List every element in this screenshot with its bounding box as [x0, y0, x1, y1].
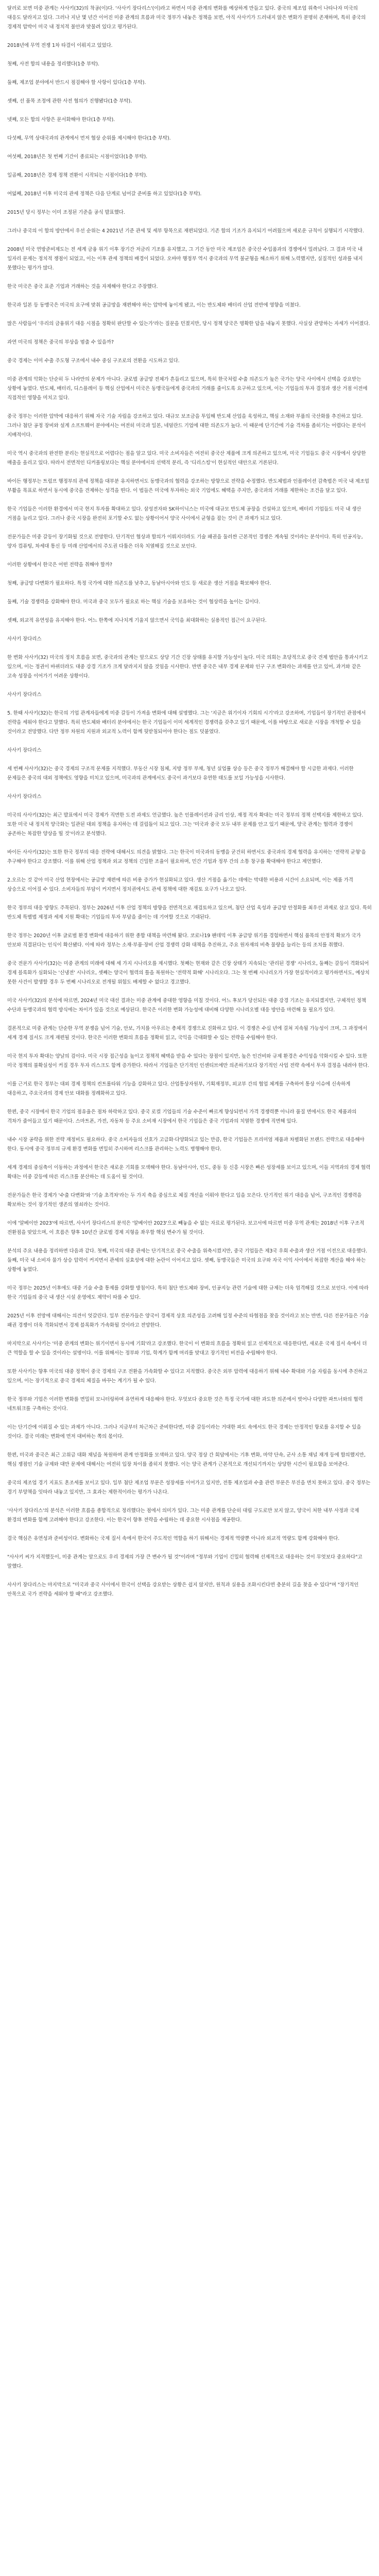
- article-paragraph: 미국 정부는 2025년 이후에도 대중 기술 수출 통제를 강화할 방침이다. 특히 첨단 반도체와 장비, 인공지능 관련 기술에 대한 규제는 더욱 엄격해질 것으로 보인다. 이에 따라 한국 기업들의 중국 내 생산 시설 운영에도 제약이 따를 수 있다.: [7, 1285, 369, 1300]
- article-paragraph: 한국 정부의 대응 방향도 주목된다. 정부는 2026년 이후 산업 정책의 방향을 전면적으로 재검토하고 있으며, 첨단 산업 육성과 공급망 안정화를 최우선 과제로 삼고 있다. 특히 반도체 특별법 제정과 세제 지원 확대는 기업들의 투자 부담을 줄이는 데 기여할 것으로 기대된다.: [7, 905, 372, 920]
- article-paragraph: 2018년에 무역 전쟁 1차 타결이 이뤄지고 있었다.: [7, 43, 113, 48]
- article-paragraph: 내수 시장 공략을 위한 전략 재정비도 필요하다. 중국 소비자들의 선호가 고급화·다양화되고 있는 만큼, 한국 기업들은 프리미엄 제품과 차별화된 브랜드 전략으로 대응해야 한다. 동시에 중국 정부의 규제 환경 변화를 면밀히 주시하며 리스크를 관리하는 노력도 병행해야 한다.: [7, 1137, 365, 1152]
- article-paragraph: 사사키 장다리스는 마지막으로 "미국과 중국 사이에서 한국이 선택을 강요받는 상황은 쉽지 않지만, 원칙과 실용을 조화시킨다면 충분히 길을 찾을 수 있다"며 "장기적인 안목으로 국가 전략을 세워야 할 때"라고 강조했다.: [7, 1582, 359, 1597]
- article-paragraph: 한국 미국은 중국 표준 기업과 거래하는 것을 자제해야 한다고 주장했다.: [7, 284, 158, 290]
- article-paragraph: 전문가들은 한국 경제가 '수출 다변화'와 '기술 초격차'라는 두 가지 축을 중심으로 체질 개선을 이뤄야 한다고 입을 모은다. 단기적인 위기 대응을 넘어, 구조적인 경쟁력을 확보하는 것이 장기적인 생존의 열쇠라는 것이다.: [7, 1193, 362, 1208]
- article-paragraph: 결국 핵심은 유연성과 준비성이다. 변화하는 국제 질서 속에서 한국이 주도적인 역할을 하기 위해서는 경제적 역량뿐 아니라 외교적 역량도 함께 강화해야 한다.: [7, 1536, 340, 1541]
- article-paragraph: 미국 사사키(32)의 분석에 따르면, 2024년 미국 대선 결과는 미중 관계에 중대한 영향을 미칠 것이다. 어느 후보가 당선되든 대중 강경 기조는 유지되겠지만, 구체적인 정책 수단과 동맹국과의 협력 방식에는 차이가 있을 것으로 예상된다. 한국은 이러한 변화 가능성에 대비해 다양한 시나리오별 대응 방안을 마련해 둘 필요가 있다.: [7, 998, 366, 1013]
- article-paragraph: 2.오르는 것 같아 미국 산업 현장에서는 공급망 재편에 따른 비용 증가가 현실화되고 있다. 생산 거점을 옮기는 데에는 막대한 비용과 시간이 소요되며, 이는 제품 가격 상승으로 이어질 수 있다. 소비자들의 부담이 커지면서 정치권에서도 관세 정책에 대한 재검토 요구가 나오고 있다.: [7, 877, 353, 892]
- article-paragraph: 2008년 미국 연방준비제도는 전 세계 금융 위기 이후 장기간 저금리 기조를 유지했고, 그 기간 동안 미국 제조업은 중국산 수입품과의 경쟁에서 밀려났다. 그 결과 미국 내 일자리 문제는 정치적 쟁점이 되었고, 이는 이후 관세 정책의 배경이 되었다. 오바마 행정부 역시 중국과의 무역 불균형을 해소하기 위해 노력했지만, 실질적인 성과를 내지 못했다는 평가가 많다.: [7, 247, 363, 271]
- article-paragraph: 많은 사람들이 '우리의 금융위기 대응 시점을 정확히 판단할 수 있는가'라는 질문을 던졌지만, 당시 정책 당국은 명확한 답을 내놓지 못했다. 사실상 관망하는 자세가 이어졌다.: [7, 321, 370, 327]
- article-paragraph: 이는 단기간에 이뤄질 수 있는 과제가 아니다. 그러나 지금부터 차근차근 준비한다면, 미중 갈등이라는 거대한 파도 속에서도 한국 경제는 안정적인 항로를 유지할 수 있을 것이다. 결국 미래는 변화에 먼저 대비하는 쪽의 몫이다.: [7, 1425, 361, 1439]
- article-paragraph: 사사키 장다리스: [7, 794, 42, 800]
- article-paragraph: "사사키 씨가 지적했듯이, 미중 관계는 앞으로도 우리 경제의 가장 큰 변수가 될 것"이라며 "정부와 기업이 긴밀히 협력해 선제적으로 대응하는 것이 무엇보다 중요하다"고 말했다.: [7, 1554, 363, 1569]
- article-paragraph: 첫째, 사전 합의 내용을 정리했다(1층 부탁).: [7, 61, 99, 67]
- article-paragraph: 미국 역시 중국과의 완전한 분리는 현실적으로 어렵다는 점을 알고 있다. 미국 소비자들은 여전히 중국산 제품에 크게 의존하고 있으며, 미국 기업들도 중국 시장에서 상당한 매출을 올리고 있다. 따라서 전면적인 디커플링보다는 핵심 분야에서의 선택적 분리, 즉 '디리스킹'이 현실적인 대안으로 거론된다.: [7, 451, 366, 466]
- article-paragraph: 2015년 당시 정부는 이미 조정된 기준을 공식 발표했다.: [7, 210, 125, 215]
- article-paragraph: 여섯째, 2018년은 첫 번째 기간이 종료되는 시점이었다(1층 부탁).: [7, 154, 147, 160]
- article-paragraph: 한 변화 사사키(32) 미국의 정치 흐름을 보면, 중국과의 관계는 앞으로도 상당 기간 긴장 상태를 유지할 가능성이 높다. 미국 의회는 초당적으로 중국 견제 법안을 통과시키고 있으며, 이는 정권이 바뀌더라도 대중 강경 기조가 크게 달라지지 않을 것임을 시사한다. 반면 중국은 내부 경제 문제와 인구 구조 변화라는 과제를 안고 있어, 과거와 같은 고속 성장을 이어가기 어려운 상황이다.: [7, 655, 368, 679]
- article-paragraph: 또한 사사키는 향후 미국의 대중 정책이 중국 경제의 구조 전환을 가속화할 수 있다고 지적했다. 중국은 외부 압력에 대응하기 위해 내수 확대와 기술 자립을 동시에 추진하고 있으며, 이는 장기적으로 중국 경제의 체질을 바꾸는 계기가 될 수 있다.: [7, 1369, 368, 1384]
- article-paragraph: 중국 경제는 이미 수출 주도형 구조에서 내수 중심 구조로의 전환을 시도하고 있다.: [7, 358, 180, 364]
- article-paragraph: 결론적으로 미중 관계는 단순한 무역 분쟁을 넘어 기술, 안보, 가치를 아우르는 총체적 경쟁으로 진화하고 있다. 이 경쟁은 수십 년에 걸쳐 지속될 가능성이 크며, 그 과정에서 세계 경제 질서도 크게 재편될 것이다. 한국은 이러한 변화의 흐름을 정확히 읽고, 국익을 극대화할 수 있는 전략을 수립해야 한다.: [7, 1026, 367, 1041]
- article-paragraph: 이에 '알베이안 2023'에 따르면, 사사키 장다리스의 분석은 '알베이안 2023'으로 빼놓을 수 없는 자료로 평가된다. 보고서에 따르면 미중 무역 관계는 2018년 이후 구조적 전환점을 맞았으며, 이 흐름은 향후 10년간 글로벌 경제 지형을 좌우할 핵심 변수가 될 것이다.: [7, 1221, 365, 1235]
- article-paragraph: 2025년 이후 전망에 대해서는 의견이 엇갈린다. 일부 전문가들은 양국이 경제적 상호 의존성을 고려해 일정 수준의 타협점을 찾을 것이라고 보는 반면, 다른 전문가들은 기술 패권 경쟁이 더욱 격화되면서 경제 블록화가 가속화될 것이라고 전망한다.: [7, 1313, 369, 1328]
- article-paragraph: '사사키 장다리스'의 분석은 이러한 흐름을 종합적으로 정리했다는 점에서 의미가 있다. 그는 미중 관계를 단순히 대립 구도로만 보지 않고, 양국이 처한 내부 사정과 국제 환경의 변화를 함께 고려해야 한다고 강조한다. 이는 한국이 향후 전략을 수립하는 데 중요한 시사점을 제공한다.: [7, 1508, 359, 1523]
- article-paragraph: 이를 근거로 한국 정부는 대외 경제 정책의 컨트롤타워 기능을 강화하고 있다. 산업통상자원부, 기획재정부, 외교부 간의 협업 체계를 구축하여 통상 이슈에 신속하게 대응하고, 주요국과의 경제 안보 대화를 정례화하고 있다.: [7, 1081, 351, 1096]
- article-paragraph: 사사키 장다리스: [7, 636, 42, 642]
- article-paragraph: 달러로 보면 미중 관계는 사사키(32)의 착공(이)다. '사사키 장다리스'(이)라고 하면서 미중 관계의 변화를 예상하게 만들고 있다. 중국의 제조업 위축이 나타나자 미국의 대응도 달라지고 있다. 그러나 지난 몇 년간 이어진 미중 관계의 흐름과 미국 정부가 내놓은 정책을 보면, 아직 사사키가 드러내지 않은 변화가 분명히 존재하며, 특히 중국의 경제적 압박이 미국 내 정치적 불안과 맞물려 있다고 평가된다.: [7, 6, 366, 30]
- article-paragraph: 한편, 중국 시장에서 한국 기업의 점유율은 점차 하락하고 있다. 중국 로컬 기업들의 기술 수준이 빠르게 향상되면서 가격 경쟁력뿐 아니라 품질 면에서도 한국 제품과의 격차가 줄어들고 있기 때문이다. 스마트폰, 가전, 자동차 등 주요 소비재 시장에서 한국 기업들은 중국 기업과의 치열한 경쟁에 직면해 있다.: [7, 1109, 357, 1124]
- article-paragraph: 미국 현지 투자 확대는 양날의 검이다. 미국 시장 접근성을 높이고 정책적 혜택을 받을 수 있다는 장점이 있지만, 높은 인건비와 규제 환경은 수익성을 악화시킬 수 있다. 또한 미국 정책의 불확실성이 커질 경우 투자 리스크도 함께 증가한다. 따라서 기업들은 단기적인 인센티브에만 의존하기보다 장기적인 사업 전략 속에서 투자 결정을 내려야 한다.: [7, 1054, 369, 1069]
- article-paragraph: 여덟째, 2018년 이후 미국의 관세 정책은 다음 단계로 넘어갈 준비를 하고 있었다(1층 부탁).: [7, 191, 202, 197]
- article-paragraph: 한편, 미국과 중국은 최근 고위급 대화 채널을 복원하며 관계 안정화를 모색하고 있다. 양국 정상 간 회담에서는 기후 변화, 마약 단속, 군사 소통 채널 재개 등에 합의했지만, 핵심 쟁점인 기술 규제와 대만 문제에 대해서는 여전히 입장 차이를 좁히지 못했다. 이는 양국 관계가 근본적으로 개선되기까지는 상당한 시간이 필요함을 보여준다.: [7, 1452, 366, 1467]
- article-paragraph: 넷째, 모든 합의 사항은 문서화해야 한다(1층 부탁).: [7, 117, 115, 123]
- article-paragraph: 중국의 제조업 경기 지표도 혼조세를 보이고 있다. 일부 첨단 제조업 부문은 성장세를 이어가고 있지만, 전통 제조업과 수출 관련 부문은 부진을 면치 못하고 있다. 중국 정부는 경기 부양책을 잇따라 내놓고 있지만, 그 효과는 제한적이라는 평가가 나온다.: [7, 1480, 371, 1495]
- article-paragraph: 전문가들은 미중 갈등이 장기화될 것으로 전망한다. 단기적인 협상과 합의가 이뤄지더라도 기술 패권을 둘러싼 근본적인 경쟁은 계속될 것이라는 분석이다. 특히 인공지능, 양자 컴퓨팅, 차세대 통신 등 미래 산업에서의 주도권 다툼은 더욱 치열해질 것으로 보인다.: [7, 534, 363, 549]
- article-paragraph: 중국 전문가 사사키(32)는 미중 관계의 미래에 대해 세 가지 시나리오를 제시했다. 첫째는 현재와 같은 긴장 상태가 지속되는 '관리된 경쟁' 시나리오, 둘째는 갈등이 격화되어 경제 블록화가 심화되는 '신냉전' 시나리오, 셋째는 양국이 협력의 틀을 복원하는 '전략적 화해' 시나리오다. 그는 첫 번째 시나리오가 가장 현실적이라고 평가하면서도, 예상치 못한 사건이 발생할 경우 두 번째 시나리오로 전개될 위험도 배제할 수 없다고 경고했다.: [7, 961, 370, 985]
- article-paragraph: 한국과 일본 등 동맹국은 미국의 요구에 맞춰 공급망을 재편해야 하는 압박에 놓이게 됐고, 이는 반도체와 배터리 산업 전반에 영향을 미쳤다.: [7, 302, 301, 308]
- article-paragraph: 한국 기업들은 이러한 환경에서 미국 현지 투자를 확대하고 있다. 삼성전자와 SK하이닉스는 미국에 대규모 반도체 공장을 건설하고 있으며, 배터리 기업들도 미국 내 생산 거점을 늘리고 있다. 그러나 중국 시장을 완전히 포기할 수도 없는 상황이어서 양국 사이에서 균형을 잡는 것이 큰 과제가 되고 있다.: [7, 506, 361, 521]
- article-paragraph: 바이든 사사키(32)는 또한 한국 정부의 대응 전략에 대해서도 의견을 밝혔다. 그는 한국이 미국과의 동맹을 굳건히 하면서도 중국과의 경제 협력을 유지하는 '전략적 균형'을 추구해야 한다고 강조했다. 이를 위해 산업 정책과 외교 정책의 긴밀한 조율이 필요하며, 민간 기업과 정부 간의 소통 창구를 확대해야 한다고 제언했다.: [7, 850, 366, 865]
- article-paragraph: 사사키 장다리스: [7, 748, 42, 753]
- article-paragraph: 셋째, 외교적 유연성을 유지해야 한다. 어느 한쪽에 지나치게 기울지 않으면서 국익을 최대화하는 실용적인 접근이 요구된다.: [7, 618, 267, 623]
- article-paragraph: 미국의 사사키(32)는 최근 발표에서 미국 경제가 직면한 도전 과제도 언급했다. 높은 인플레이션과 금리 인상, 재정 적자 확대는 미국 정부의 정책 선택지를 제한하고 있다. 또한 미국 내 정치적 양극화는 일관된 대외 정책을 유지하는 데 걸림돌이 되고 있다. 그는 '미국과 중국 모두 내부 문제를 안고 있기 때문에, 양국 관계는 협력과 경쟁이 공존하는 복잡한 양상을 띨 것'이라고 분석했다.: [7, 812, 364, 837]
- article-paragraph: 5. 한때 사사키(32)는 한국의 기업 관계자들에게 미중 갈등이 가져올 변화에 대해 설명했다. 그는 '지금은 위기이자 기회의 시기'라고 강조하며, 기업들이 장기적인 관점에서 전략을 세워야 한다고 말했다. 특히 반도체와 배터리 분야에서는 한국 기업들이 이미 세계적인 경쟁력을 갖추고 있기 때문에, 이를 바탕으로 새로운 시장을 개척할 수 있을 것이라고 전망했다. 다만 정부 차원의 지원과 외교적 노력이 함께 뒷받침되어야 한다는 점도 덧붙였다.: [7, 710, 366, 735]
- article-paragraph: 다섯째, 무역 상대국과의 관계에서 먼저 협상 순위를 제시해야 한다(1층 부탁).: [7, 135, 171, 141]
- article-paragraph: 중국 정부는 이러한 압박에 대응하기 위해 자국 기술 자립을 강조하고 있다. 대규모 보조금을 투입해 반도체 산업을 육성하고, 핵심 소재와 부품의 국산화를 추진하고 있다. 그러나 첨단 공정 장비와 설계 소프트웨어 분야에서는 여전히 미국과 일본, 네덜란드 기업에 대한 의존도가 높다. 이 때문에 단기간에 기술 격차를 좁히기는 어렵다는 분석이 지배적이다.: [7, 414, 366, 438]
- article-paragraph: 그러나 중국의 이 합의 방안에서 우선 순위는 4 2021년 기준 관세 및 세부 항목으로 재편되었다. 기존 합의 기조가 유지되기 어려웠으며 새로운 규칙이 실행되기 시작했다.: [7, 228, 364, 234]
- article-paragraph: 둘째, 기술 경쟁력을 강화해야 한다. 미국과 중국 모두가 필요로 하는 핵심 기술을 보유하는 것이 협상력을 높이는 길이다.: [7, 599, 261, 605]
- article-paragraph: 마지막으로 사사키는 '미중 관계의 변화는 위기이면서 동시에 기회'라고 강조했다. 한국이 이 변화의 흐름을 정확히 읽고 선제적으로 대응한다면, 새로운 국제 질서 속에서 더 큰 역할을 할 수 있을 것이라는 설명이다. 이를 위해서는 정부와 기업, 학계가 함께 머리를 맞대고 장기적인 비전을 수립해야 한다.: [7, 1341, 367, 1356]
- article-paragraph: 미중 관계의 악화는 단순히 두 나라만의 문제가 아니다. 글로벌 공급망 전체가 흔들리고 있으며, 특히 한국처럼 수출 의존도가 높은 국가는 양국 사이에서 선택을 강요받는 상황에 놓였다. 반도체, 배터리, 디스플레이 등 핵심 산업에서 미국은 동맹국들에게 중국과의 거래를 줄이도록 요구하고 있으며, 이는 기업들의 투자 결정과 생산 거점 이전에 직접적인 영향을 미치고 있다.: [7, 377, 368, 401]
- article-paragraph: 과연 미국의 정책은 중국의 부상을 멈출 수 있을까?: [7, 340, 114, 345]
- article-paragraph: 세계 경제의 중심축이 이동하는 과정에서 한국은 새로운 기회를 모색해야 한다. 동남아시아, 인도, 중동 등 신흥 시장은 빠른 성장세를 보이고 있으며, 이들 지역과의 경제 협력 확대는 미중 갈등에 따른 리스크를 분산하는 데 도움이 될 것이다.: [7, 1165, 371, 1180]
- article-paragraph: 셋째, 선 품목 조정에 관한 사전 협의가 진행됐다(1층 부탁).: [7, 98, 132, 104]
- article-paragraph: 사사키 장다리스: [7, 692, 42, 698]
- article-paragraph: 한국 정부는 2020년 이후 글로벌 환경 변화에 대응하기 위한 종합 대책을 마련해 왔다. 코로나19 팬데믹 이후 공급망 위기를 경험하면서 핵심 품목의 안정적 확보가 국가 안보와 직결된다는 인식이 확산됐다. 이에 따라 정부는 소재·부품·장비 산업 경쟁력 강화 대책을 추진하고, 주요 원자재의 비축 물량을 늘리는 등의 조치를 취했다.: [7, 933, 361, 948]
- article-paragraph: 세 번째 사사키(32)는 중국 경제의 구조적 문제를 지적했다. 부동산 시장 침체, 지방 정부 부채, 청년 실업률 상승 등은 중국 정부가 해결해야 할 시급한 과제다. 이러한 문제들은 중국의 대외 정책에도 영향을 미치고 있으며, 미국과의 관계에서도 중국이 과거보다 유연한 태도를 보일 가능성을 시사한다.: [7, 766, 354, 781]
- article-paragraph: 첫째, 공급망 다변화가 필요하다. 특정 국가에 대한 의존도를 낮추고, 동남아시아와 인도 등 새로운 생산 거점을 확보해야 한다.: [7, 581, 271, 586]
- article-paragraph: 이러한 상황에서 한국은 어떤 전략을 취해야 할까?: [7, 562, 113, 568]
- article-paragraph: 둘째, 제조업 분야에서 반드시 점검해야 할 사항이 있다(1층 부탁).: [7, 80, 146, 86]
- article-paragraph: 바이든 행정부는 트럼프 행정부의 관세 정책을 대부분 유지하면서도 동맹국과의 협력을 강조하는 방향으로 전략을 수정했다. 반도체법과 인플레이션 감축법은 미국 내 제조업 부활을 목표로 하면서 동시에 중국을 견제하는 성격을 띤다. 이 법들은 미국에 투자하는 외국 기업에도 혜택을 주지만, 중국과의 거래를 제한하는 조건을 달고 있다.: [7, 479, 369, 494]
- article-paragraph: 일곱째, 2018년은 경제 정책 전환이 시작되는 시점이다(1층 부탁).: [7, 173, 147, 178]
- article-paragraph: 분석의 주요 내용을 정리하면 다음과 같다. 첫째, 미국의 대중 관세는 단기적으로 중국 수출을 위축시켰지만, 중국 기업들은 제3국 우회 수출과 생산 거점 이전으로 대응했다. 둘째, 미국 내 소비자 물가 상승 압력이 커지면서 관세의 실효성에 대한 논란이 이어지고 있다. 셋째, 동맹국들은 미국의 요구와 자국 이익 사이에서 복잡한 계산을 해야 하는 상황에 놓였다.: [7, 1248, 368, 1273]
- article-paragraph: 한국 정부와 기업은 이러한 변화를 면밀히 모니터링하며 유연하게 대응해야 한다. 무엇보다 중요한 것은 특정 국가에 대한 과도한 의존에서 벗어나 다양한 파트너와의 협력 네트워크를 구축하는 것이다.: [7, 1397, 363, 1412]
